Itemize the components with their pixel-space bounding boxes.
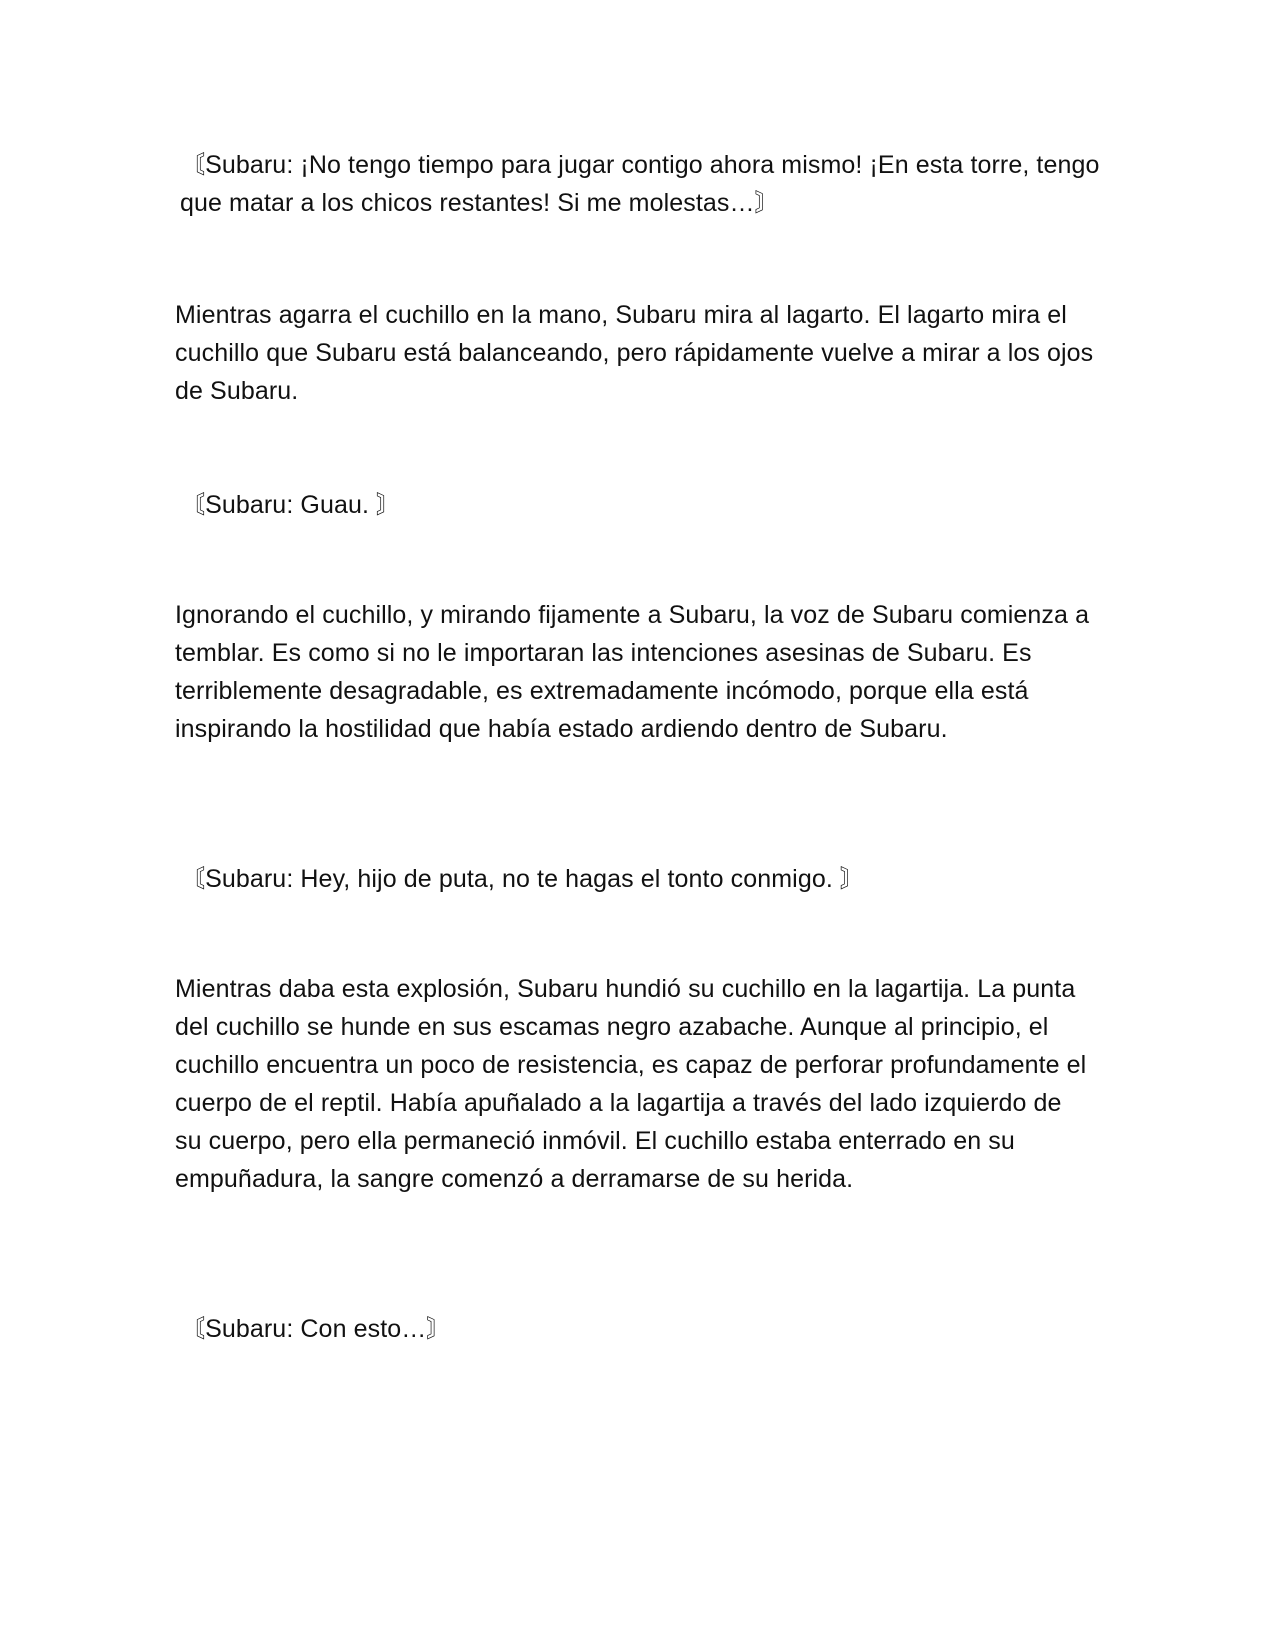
dialogue-paragraph-3: 〘Subaru: Hey, hijo de puta, no te hagas el tonto conmigo. 〙 <box>180 865 866 893</box>
narrative-paragraph-3: Mientras daba esta explosión, Subaru hundió su cuchillo en la lagartija. La punta del cuchillo se hunde en sus escamas negro azabache. Aunque al principio, el cuchillo encuentra un poco de resistencia, es capaz de perforar profundamente el cuerpo de el reptil. Había apuñalado a la lagartija a través del lado izquierdo de su cuerpo, pero ella permaneció inmóvil. El cuchillo estaba enterrado en su empuñadura, la sangre comenzó a derramarse de su herida. <box>175 975 1087 1193</box>
dialogue-paragraph-1: 〘Subaru: ¡No tengo tiempo para jugar contigo ahora mismo! ¡En esta torre, tengo que matar a los chicos restantes! Si me molestas…〙 <box>180 151 1100 217</box>
narrative-paragraph-2: Ignorando el cuchillo, y mirando fijamente a Subaru, la voz de Subaru comienza a temblar. Es como si no le importaran las intenciones asesinas de Subaru. Es terriblemente desagradable, es extremadamente incómodo, porque ella está inspirando la hostilidad que había estado ardiendo dentro de Subaru. <box>175 601 1090 743</box>
dialogue-paragraph-2: 〘Subaru: Guau. 〙 <box>180 491 402 519</box>
narrative-paragraph-1: Mientras agarra el cuchillo en la mano, Subaru mira al lagarto. El lagarto mira el cuchillo que Subaru está balanceando, pero rápidamente vuelve a mirar a los ojos de Subaru. <box>175 301 1094 405</box>
dialogue-paragraph-4: 〘Subaru: Con esto…〙 <box>180 1315 452 1343</box>
